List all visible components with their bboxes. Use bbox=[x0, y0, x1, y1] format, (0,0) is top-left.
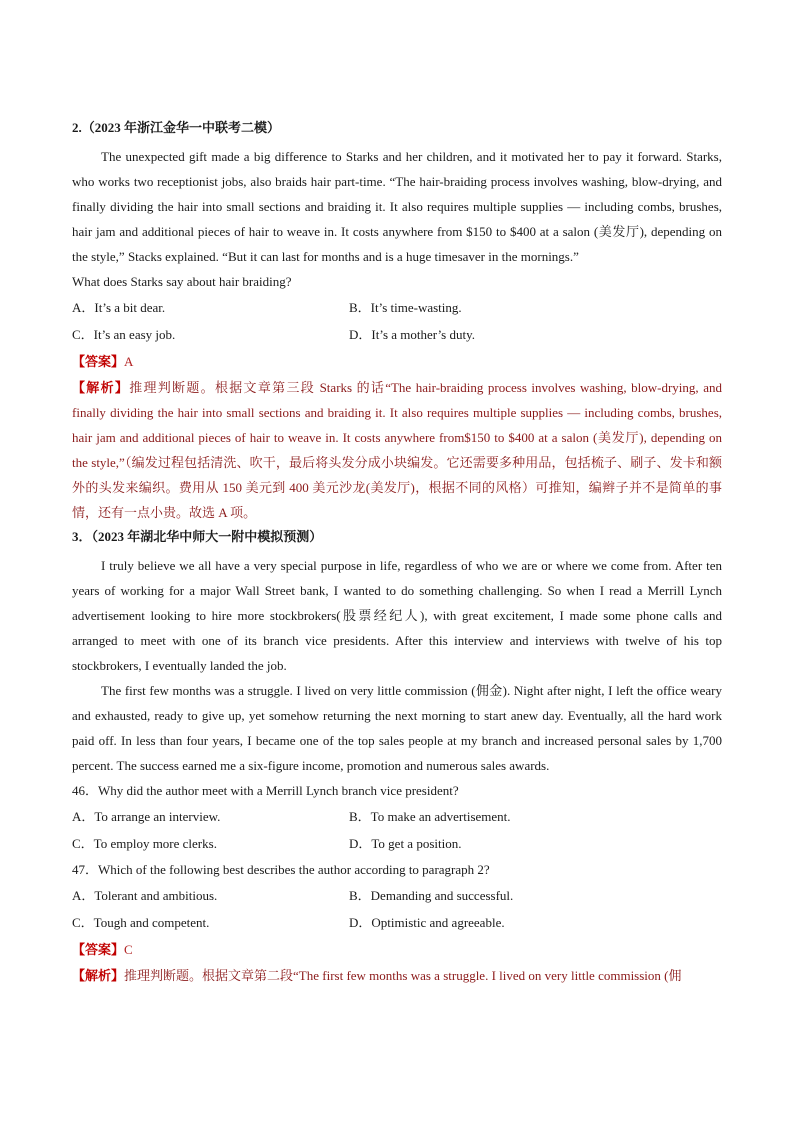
explanation-text: 推理判断题。根据文章第二段“The first few months was a struggle. I lived on very little commission (佣 bbox=[124, 968, 682, 983]
option-b: B．Demanding and successful. bbox=[349, 888, 514, 903]
question-3-answer bbox=[72, 936, 722, 963]
answer-value: A bbox=[124, 354, 134, 369]
question-47-stem: 47．Which of the following best describes the author according to paragraph 2? bbox=[72, 862, 490, 877]
option-a: A．To arrange an interview. bbox=[72, 809, 221, 824]
question-2-passage: The unexpected gift made a big difference to Starks and her children, and it motivated her to pay it forward. Starks, who works two receptionist jobs, also braids hair part-time. “The hair-braiding process involves washing, blow-drying, and finally dividing the hair into small sections and braiding it. It also requires multiple supplies — including combs, brushes, hair jam and additional pieces of hair to weave in. It costs anywhere from $150 to $400 at a salon (美发厅), depending on the style,” Stacks explained. “But it can last for months and is a huge timesaver in the mornings.” bbox=[72, 149, 722, 264]
option-d: D．It’s a mother’s duty. bbox=[349, 327, 476, 342]
question-2-explanation bbox=[72, 375, 722, 525]
option-a: A．Tolerant and ambitious. bbox=[72, 888, 218, 903]
option-c: C．To employ more clerks. bbox=[72, 836, 217, 851]
question-2-stem: What does Starks say about hair braiding? bbox=[72, 274, 292, 289]
document-page bbox=[72, 118, 722, 988]
option-c: C．Tough and competent. bbox=[72, 915, 210, 930]
option-c: C．It’s an easy job. bbox=[72, 327, 176, 342]
question-3-paragraph-2: The first few months was a struggle. I lived on very little commission (佣金). Night after night, I left the office weary and exhausted, ready to give up, yet somehow returning the next morning to start anew day. Eventually, all the hard work paid off. In less than four years, I became one of the top sales people at my branch and increased personal sales by 1,700 percent. The success earned me a six-figure income, promotion and numerous sales awards. bbox=[72, 683, 722, 773]
question-2-answer bbox=[72, 348, 722, 375]
question-46-stem: 46．Why did the author meet with a Merrill Lynch branch vice president? bbox=[72, 783, 459, 798]
question-2-title: 2.（2023 年浙江金华一中联考二模） bbox=[72, 120, 281, 135]
question-46-options bbox=[72, 803, 722, 857]
explanation-text: 推理判断题。根据文章第三段 Starks 的话“The hair-braiding process involves washing, blow-drying, and finally dividing the hair into small sections and braiding it. It also requires multiple supplies — including combs, brushes, hair jam and additional pieces of hair to weave in. It costs anywhere from$150 to $400 at a salon (美发厅), depending on the style,”（编发过程包括清洗、吹干，最后将头发分成小块编发。它还需要多种用品，包括梳子、刷子、发卡和额外的头发来编织。费用从 150 美元到 400 美元沙龙(美发厅)，根据不同的风格）可推知，编辫子并不是简单的事情，还有一点小贵。故选 A 项。 bbox=[72, 380, 722, 520]
option-b: B．To make an advertisement. bbox=[349, 809, 511, 824]
option-d: D．Optimistic and agreeable. bbox=[349, 915, 505, 930]
explanation-tag: 【解析】 bbox=[72, 380, 130, 395]
question-47-options bbox=[72, 882, 722, 936]
question-3-paragraph-1: I truly believe we all have a very special purpose in life, regardless of who we are or where we come from. After ten years of working for a major Wall Street bank, I wanted to do something challenging. So when I read a Merrill Lynch advertisement looking to hire more stockbrokers(股票经纪人), with great excitement, I made some phone calls and arranged to meet with one of its branch vice presidents. After this interview and interviews with twelve of his top stockbrokers, I eventually landed the job. bbox=[72, 558, 722, 673]
answer-tag: 【答案】 bbox=[72, 354, 125, 369]
option-d: D．To get a position. bbox=[349, 836, 462, 851]
option-a: A．It’s a bit dear. bbox=[72, 300, 166, 315]
answer-tag: 【答案】 bbox=[72, 942, 125, 957]
option-b: B．It’s time-wasting. bbox=[349, 300, 462, 315]
question-2-options bbox=[72, 294, 722, 348]
answer-value: C bbox=[124, 942, 133, 957]
explanation-tag: 【解析】 bbox=[72, 968, 125, 983]
question-3-title: 3．（2023 年湖北华中师大一附中模拟预测） bbox=[72, 529, 323, 544]
question-3-explanation bbox=[72, 963, 722, 988]
